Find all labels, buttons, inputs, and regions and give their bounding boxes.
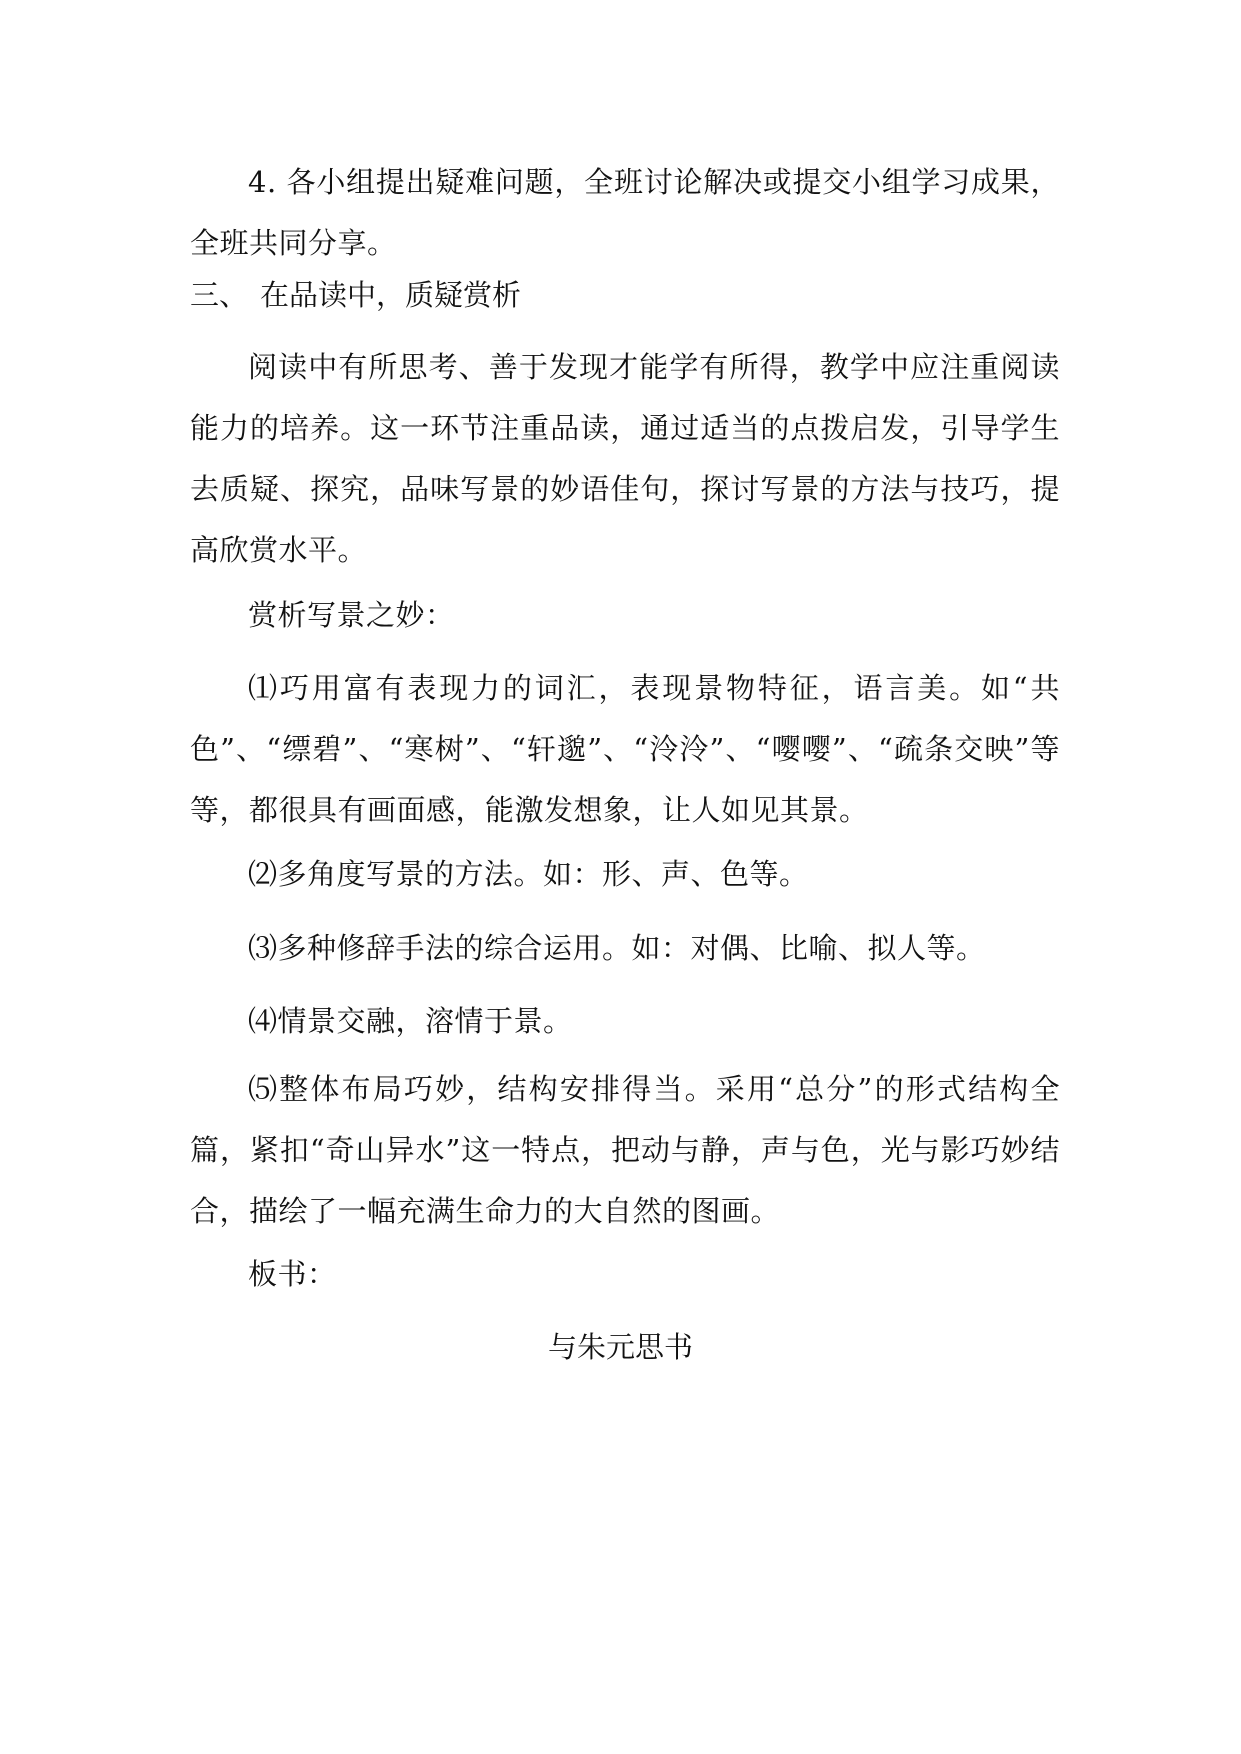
list-item-1: ⑴巧用富有表现力的词汇，表现景物特征，语言美。如“共色”、“缥碧”、“寒树”、“轩邈”、“泠泠”、“嘤嘤”、“疏条交映”等等，都很具有画面感，能激发想象，让人如见其景。 xyxy=(190,671,1060,827)
section-heading-3 xyxy=(190,265,521,326)
paragraph-board-label: 板书： xyxy=(248,1257,337,1291)
paragraph-appreciation-label: 赏析写景之妙： xyxy=(248,598,455,632)
paragraph-reading-intro: 阅读中有所思考、善于发现才能学有所得，教学中应注重阅读能力的培养。这一环节注重品读，通过适当的点拨启发，引导学生去质疑、探究，品味写景的妙语佳句，探讨写景的方法与技巧，提高欣赏水平。 xyxy=(190,350,1060,567)
list-item-3: ⑶多种修辞手法的综合运用。如：对偶、比喻、拟人等。 xyxy=(248,931,986,965)
board-title: 与朱元思书 xyxy=(547,1330,693,1364)
list-item-2: ⑵多角度写景的方法。如：形、声、色等。 xyxy=(248,857,809,891)
list-item-4: ⑷情景交融，溶情于景。 xyxy=(248,1004,573,1038)
section-number: 三、 xyxy=(190,278,249,312)
list-item-5: ⑸整体布局巧妙，结构安排得当。采用“总分”的形式结构全篇，紧扣“奇山异水”这一特点，把动与静，声与色，光与影巧妙结合，描绘了一幅充满生命力的大自然的图画。 xyxy=(190,1072,1060,1228)
paragraph-step-4: 4. 各小组提出疑难问题，全班讨论解决或提交小组学习成果，全班共同分享。 xyxy=(190,165,1060,260)
section-title: 在品读中，质疑赏析 xyxy=(260,278,522,312)
